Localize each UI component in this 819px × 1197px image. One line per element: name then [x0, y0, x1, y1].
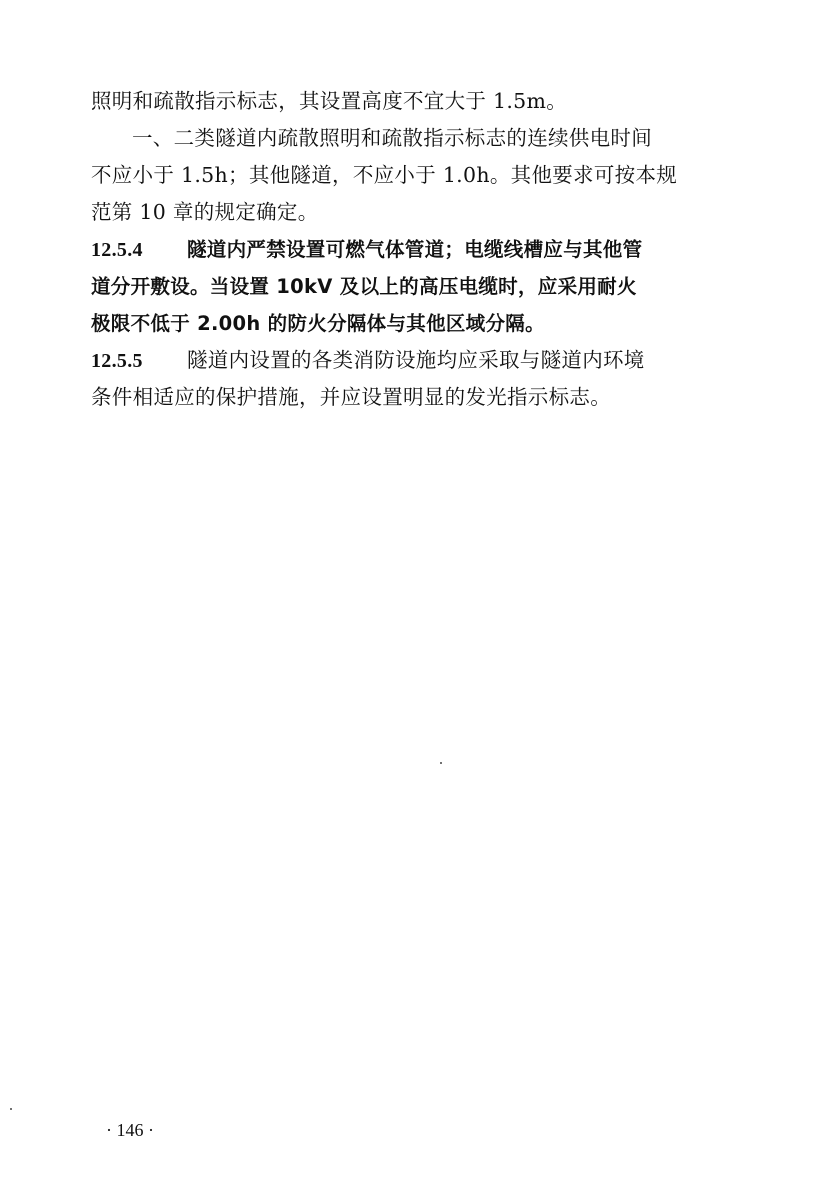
paragraph-line: 照明和疏散指示标志，其设置高度不宜大于 1.5m。 — [91, 89, 568, 113]
clause-12-5-4-line: 道分开敷设。当设置 10kV 及以上的高压电缆时，应采用耐火 — [91, 275, 637, 298]
scan-speck — [10, 1108, 12, 1110]
clause-number: 12.5.5 — [91, 350, 143, 372]
page-number: · 146 · — [106, 1120, 154, 1140]
paragraph-line: 一、二类隧道内疏散照明和疏散指示标志的连续供电时间 — [132, 126, 652, 150]
clause-12-5-4-line: 极限不低于 2.00h 的防火分隔体与其他区域分隔。 — [91, 312, 545, 335]
body-text — [91, 83, 751, 416]
clause-text: 隧道内严禁设置可燃气体管道；电缆线槽应与其他管 — [187, 238, 643, 261]
clause-12-5-4-line — [91, 231, 751, 268]
clause-number: 12.5.4 — [91, 239, 143, 261]
paragraph-line: 范第 10 章的规定确定。 — [91, 200, 319, 224]
scan-speck — [440, 762, 442, 764]
clause-text: 隧道内设置的各类消防设施均应采取与隧道内环境 — [187, 348, 645, 372]
clause-12-5-5-line — [91, 342, 751, 379]
clause-12-5-5-line: 条件相适应的保护措施，并应设置明显的发光指示标志。 — [91, 385, 611, 409]
paragraph-line: 不应小于 1.5h；其他隧道，不应小于 1.0h。其他要求可按本规 — [91, 163, 678, 187]
